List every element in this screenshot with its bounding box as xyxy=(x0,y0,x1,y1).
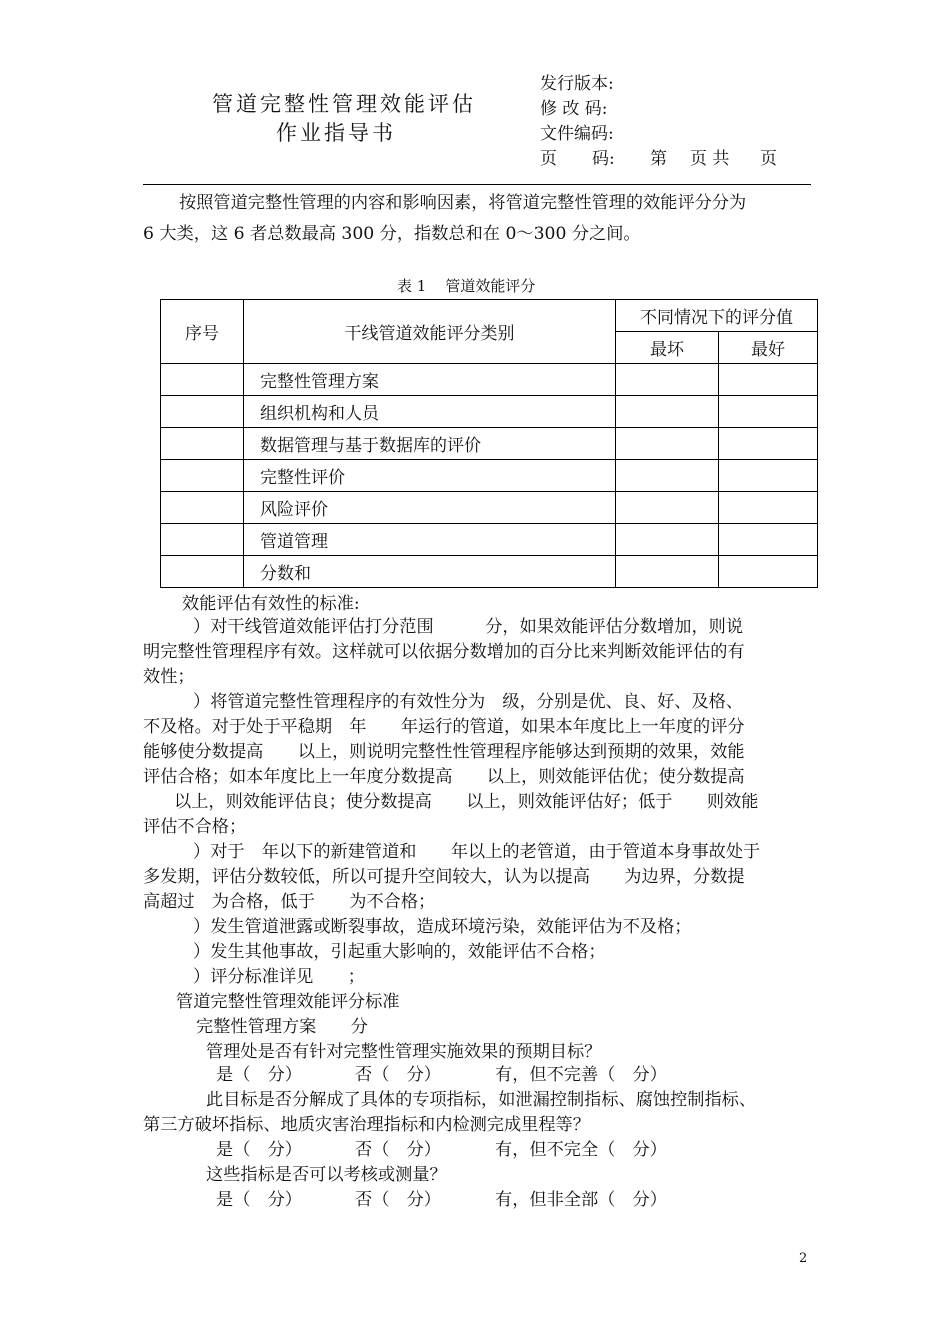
question-3-option-no: 否（ 分） xyxy=(355,1190,441,1210)
column-header-worst: 最坏 xyxy=(616,332,719,364)
intro-line-1: 按照管道完整性管理的内容和影响因素，将管道完整性管理的效能评分分为 xyxy=(179,193,747,213)
row-best xyxy=(719,396,818,428)
standard-heading: 管道完整性管理效能评分标准 xyxy=(176,992,400,1012)
question-2-line2: 第三方破坏指标、地质灾害治理指标和内检测完成里程等？ xyxy=(143,1115,590,1135)
table-row xyxy=(161,524,818,556)
question-3-option-yes: 是（ 分） xyxy=(216,1190,302,1210)
page-label: 页 xyxy=(540,149,557,169)
criteria-line: 评估合格；如本年度比上一年度分数提高 以上，则效能评估优；使分数提高 xyxy=(143,767,745,787)
document-title-line1: 管道完整性管理效能评估 xyxy=(212,92,476,116)
question-3-option-partial: 有，但非全部（ 分） xyxy=(495,1190,667,1210)
issue-version-label: 发行版本: xyxy=(540,74,614,94)
criteria-line: 多发期，评估分数较低，所以可提升空间较大，认为以提高 为边界，分数提 xyxy=(143,867,745,887)
file-code-label: 文件编码: xyxy=(540,124,614,144)
row-worst xyxy=(616,396,719,428)
row-category: 数据管理与基于数据库的评价 xyxy=(244,428,616,460)
criteria-line: ）对干线管道效能评估打分范围 分，如果效能评估分数增加，则说 xyxy=(193,617,744,637)
question-1-option-no: 否（ 分） xyxy=(355,1065,441,1085)
question-2-option-partial: 有，但不完全（ 分） xyxy=(495,1140,667,1160)
row-worst xyxy=(616,524,719,556)
row-category: 管道管理 xyxy=(244,524,616,556)
row-worst xyxy=(616,460,719,492)
criteria-line: ）将管道完整性管理程序的有效性分为 级，分别是优、良、好、及格、 xyxy=(193,692,744,712)
column-header-best: 最好 xyxy=(719,332,818,364)
row-category: 风险评价 xyxy=(244,492,616,524)
criteria-line: 评估不合格； xyxy=(143,817,247,837)
row-no xyxy=(161,524,244,556)
column-header-category: 干线管道效能评分类别 xyxy=(244,300,616,364)
row-category: 分数和 xyxy=(244,556,616,588)
table-caption: 表 1 管道效能评分 xyxy=(397,277,536,295)
row-best xyxy=(719,524,818,556)
criteria-line: 以上，则效能评估良；使分数提高 以上，则效能评估好；低于 则效能 xyxy=(174,792,759,812)
page-of-label: 页 共 xyxy=(690,149,730,169)
score-table xyxy=(160,299,818,588)
row-category: 组织机构和人员 xyxy=(244,396,616,428)
criteria-line: 不及格。对于处于平稳期 年 年运行的管道，如果本年度比上一年度的评分 xyxy=(143,717,745,737)
question-1: 管理处是否有针对完整性管理实施效果的预期目标？ xyxy=(206,1042,602,1062)
criteria-heading: 效能评估有效性的标准: xyxy=(182,594,360,614)
criteria-line: 效性； xyxy=(143,667,195,687)
column-header-score-group: 不同情况下的评分值 xyxy=(616,300,818,332)
header-rule xyxy=(143,184,811,185)
question-2-line1: 此目标是否分解成了具体的专项指标，如泄漏控制指标、腐蚀控制指标、 xyxy=(206,1090,757,1110)
row-category: 完整性评价 xyxy=(244,460,616,492)
question-2-option-no: 否（ 分） xyxy=(355,1140,441,1160)
row-worst xyxy=(616,492,719,524)
row-no xyxy=(161,460,244,492)
question-3: 这些指标是否可以考核或测量？ xyxy=(206,1165,447,1185)
row-best xyxy=(719,428,818,460)
row-no xyxy=(161,428,244,460)
page-total-label: 页 xyxy=(760,149,777,169)
question-1-option-yes: 是（ 分） xyxy=(216,1065,302,1085)
row-no xyxy=(161,396,244,428)
criteria-line: 高超过 为合格，低于 为不合格； xyxy=(143,892,436,912)
row-worst xyxy=(616,364,719,396)
row-best xyxy=(719,492,818,524)
question-2-option-yes: 是（ 分） xyxy=(216,1140,302,1160)
row-worst xyxy=(616,428,719,460)
row-worst xyxy=(616,556,719,588)
criteria-line: ）评分标准详见 ； xyxy=(193,967,365,987)
table-row xyxy=(161,556,818,588)
row-category: 完整性管理方案 xyxy=(244,364,616,396)
intro-line-2: 6 大类，这 6 者总数最高 300 分，指数总和在 0～300 分之间。 xyxy=(143,224,641,244)
table-row xyxy=(161,460,818,492)
criteria-line: ）对于 年以下的新建管道和 年以上的老管道，由于管道本身事故处于 xyxy=(193,842,761,862)
page-number: 2 xyxy=(799,1251,808,1266)
criteria-line: ）发生其他事故，引起重大影响的，效能评估不合格； xyxy=(193,942,606,962)
standard-subheading: 完整性管理方案 分 xyxy=(196,1017,368,1037)
page-no-label: 第 xyxy=(650,149,667,169)
table-row xyxy=(161,492,818,524)
table-row xyxy=(161,364,818,396)
criteria-line: 明完整性管理程序有效。这样就可以依据分数增加的百分比来判断效能评估的有 xyxy=(143,642,745,662)
row-best xyxy=(719,364,818,396)
document-title-line2: 作业指导书 xyxy=(276,121,396,145)
row-best xyxy=(719,556,818,588)
row-no xyxy=(161,556,244,588)
page-code-label: 码: xyxy=(592,149,615,169)
criteria-line: 能够使分数提高 以上，则说明完整性性管理程序能够达到预期的效果，效能 xyxy=(143,742,745,762)
column-header-no: 序号 xyxy=(161,300,244,364)
row-no xyxy=(161,364,244,396)
table-row xyxy=(161,396,818,428)
criteria-line: ）发生管道泄露或断裂事故，造成环境污染，效能评估为不及格； xyxy=(193,917,692,937)
question-1-option-partial: 有，但不完善（ 分） xyxy=(495,1065,667,1085)
revision-code-label: 修 改 码: xyxy=(540,99,608,119)
row-no xyxy=(161,492,244,524)
row-best xyxy=(719,460,818,492)
table-row xyxy=(161,428,818,460)
